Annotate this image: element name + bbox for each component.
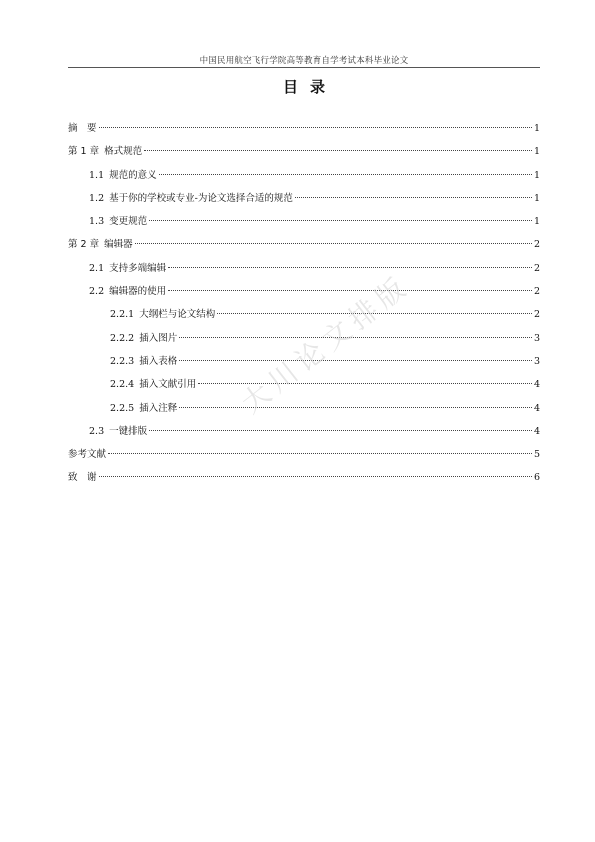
toc-entry-2-2-2[interactable] [68, 330, 540, 353]
toc-entry-abstract[interactable] [68, 120, 540, 143]
toc-leader-dots [149, 430, 532, 431]
toc-entry-text: 1.3 变更规范 [89, 216, 148, 228]
toc-entry-text: 2.2 编辑器的使用 [89, 286, 167, 298]
toc-entry-2-3[interactable] [68, 423, 540, 446]
toc-page-number: 4 [533, 425, 540, 437]
toc-leader-dots [179, 407, 532, 408]
toc-page-number: 3 [533, 332, 540, 344]
toc-leader-dots [149, 220, 532, 221]
toc-leader-dots [135, 243, 532, 244]
toc-entry-text: 参考文献 [68, 449, 107, 461]
toc-list [68, 120, 540, 493]
toc-title: 目录 [282, 78, 337, 96]
toc-entry-acknowledgements[interactable] [68, 469, 540, 492]
toc-entry-text: 2.2.2 插入图片 [110, 332, 178, 344]
toc-leader-dots [99, 127, 532, 128]
running-header: 中国民用航空飞行学院高等教育自学考试本科毕业论文 [199, 56, 409, 66]
toc-page-number: 4 [533, 402, 540, 414]
toc-page-number: 1 [533, 216, 540, 228]
toc-page-number: 2 [533, 239, 540, 251]
toc-page-number: 1 [533, 123, 540, 134]
toc-leader-dots [159, 174, 532, 175]
toc-page-number: 2 [533, 309, 540, 321]
toc-leader-dots [144, 150, 532, 151]
toc-leader-dots [168, 267, 532, 268]
toc-leader-dots [198, 383, 532, 384]
toc-entry-text: 2.2.5 插入注释 [110, 402, 178, 414]
toc-page-number: 1 [533, 169, 540, 181]
toc-page-number: 2 [533, 286, 540, 298]
toc-entry-text: 致 谢 [68, 472, 97, 484]
toc-entry-1-2[interactable] [68, 190, 540, 213]
toc-entry-text: 第 1 章 格式规范 [68, 146, 143, 158]
toc-page-number: 3 [533, 355, 540, 367]
toc-leader-dots [217, 313, 532, 314]
toc-page-number: 1 [533, 146, 540, 158]
toc-entry-text: 2.2.4 插入文献引用 [110, 379, 197, 391]
toc-entry-2-2-1[interactable] [68, 306, 540, 329]
toc-entry-chapter-1[interactable] [68, 143, 540, 166]
toc-leader-dots [99, 476, 532, 477]
toc-entry-references[interactable] [68, 446, 540, 469]
toc-leader-dots [179, 337, 532, 338]
toc-entry-text: 第 2 章 编辑器 [68, 239, 133, 251]
toc-entry-text: 摘 要 [68, 123, 97, 134]
toc-page-number: 5 [533, 449, 540, 461]
toc-entry-chapter-2[interactable] [68, 236, 540, 259]
toc-page-number: 2 [533, 262, 540, 274]
toc-entry-1-3[interactable] [68, 213, 540, 236]
toc-entry-text: 1.1 规范的意义 [89, 169, 157, 181]
toc-entry-text: 2.2.3 插入表格 [110, 355, 178, 367]
header-rule [68, 67, 540, 68]
toc-entry-2-2[interactable] [68, 283, 540, 306]
toc-entry-text: 2.3 一键排版 [89, 425, 148, 437]
toc-leader-dots [295, 197, 532, 198]
toc-leader-dots [179, 360, 532, 361]
toc-entry-2-2-4[interactable] [68, 376, 540, 399]
watermark: 大川论文排版 [235, 268, 417, 420]
toc-leader-dots [168, 290, 532, 291]
toc-entry-2-1[interactable] [68, 260, 540, 283]
toc-entry-text: 1.2 基于你的学校或专业-为论文选择合适的规范 [89, 192, 293, 204]
toc-entry-2-2-5[interactable] [68, 400, 540, 423]
toc-page-number: 1 [533, 192, 540, 204]
toc-leader-dots [108, 453, 532, 454]
toc-entry-1-1[interactable] [68, 167, 540, 190]
toc-entry-text: 2.1 支持多端编辑 [89, 262, 167, 274]
toc-entry-2-2-3[interactable] [68, 353, 540, 376]
toc-entry-text: 2.2.1 大纲栏与论文结构 [110, 309, 216, 321]
toc-page-number: 6 [533, 472, 540, 484]
toc-page-number: 4 [533, 379, 540, 391]
